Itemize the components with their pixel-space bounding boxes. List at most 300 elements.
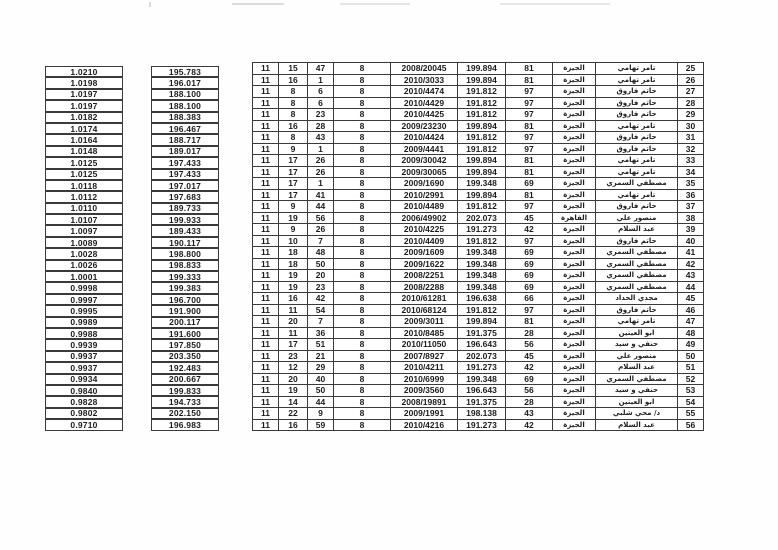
main-cell-score: 45 [506, 351, 553, 363]
scan-artifact [149, 2, 151, 7]
main-cell-c3: 26 [308, 224, 334, 236]
ratio-cell: 1.0001 [45, 271, 123, 282]
value-cell: 197.850 [151, 339, 219, 350]
main-cell-name: تامر تهامي [596, 75, 678, 87]
main-cell-score: 97 [506, 98, 553, 110]
main-cell-c1: 11 [253, 155, 279, 167]
main-cell-c3: 1 [308, 178, 334, 190]
ratio-cell: 1.0125 [45, 169, 123, 180]
scan-artifact [232, 3, 284, 5]
main-cell-score: 81 [506, 121, 553, 133]
value-cell: 199.333 [151, 271, 219, 282]
main-cell-city: الجيزة [553, 224, 596, 236]
value-cell: 200.667 [151, 374, 219, 385]
main-cell-c1: 11 [253, 121, 279, 133]
ratio-cell: 0.9937 [45, 362, 123, 373]
main-cell-score: 42 [506, 362, 553, 374]
main-cell-value: 199.348 [458, 178, 506, 190]
main-cell-value: 199.348 [458, 270, 506, 282]
main-cell-score: 81 [506, 155, 553, 167]
main-cell-c4: 8 [334, 132, 391, 144]
main-cell-score: 97 [506, 86, 553, 98]
main-cell-c2: 17 [279, 167, 308, 179]
main-cell-c2: 8 [279, 86, 308, 98]
main-cell-c3: 47 [308, 63, 334, 75]
main-cell-c2: 20 [279, 374, 308, 386]
main-cell-score: 42 [506, 224, 553, 236]
main-cell-c2: 8 [279, 132, 308, 144]
main-cell-value: 202.073 [458, 351, 506, 363]
scan-artifact [340, 3, 410, 5]
main-cell-case_no: 2009/3560 [391, 385, 458, 397]
value-cell: 197.433 [151, 169, 219, 180]
ratio-cell: 0.9802 [45, 408, 123, 419]
main-cell-c2: 19 [279, 282, 308, 294]
ratio-cell: 1.0210 [45, 66, 123, 77]
ratio-cell: 0.9995 [45, 305, 123, 316]
value-cell: 194.733 [151, 396, 219, 407]
main-cell-name: منصور علي [596, 351, 678, 363]
ratio-cell: 0.9988 [45, 328, 123, 339]
main-cell-c2: 11 [279, 328, 308, 340]
main-cell-name: حاتم فاروق [596, 109, 678, 121]
main-cell-city: الجيزة [553, 121, 596, 133]
main-cell-c1: 11 [253, 351, 279, 363]
main-cell-c4: 8 [334, 397, 391, 409]
main-cell-c2: 16 [279, 420, 308, 432]
main-cell-c4: 8 [334, 190, 391, 202]
main-cell-value: 191.375 [458, 328, 506, 340]
main-cell-c1: 11 [253, 282, 279, 294]
main-cell-c4: 8 [334, 178, 391, 190]
main-cell-score: 28 [506, 397, 553, 409]
main-cell-value: 202.073 [458, 213, 506, 225]
main-cell-c4: 8 [334, 259, 391, 271]
main-cell-city: الجيزة [553, 305, 596, 317]
main-cell-c4: 8 [334, 63, 391, 75]
main-cell-c3: 6 [308, 98, 334, 110]
main-cell-c1: 11 [253, 190, 279, 202]
main-cell-c3: 26 [308, 155, 334, 167]
main-cell-name: حاتم فاروق [596, 132, 678, 144]
main-cell-name: مصطفي السمري [596, 374, 678, 386]
main-cell-name: مصطفي السمري [596, 247, 678, 259]
value-cell: 197.017 [151, 180, 219, 191]
value-cell: 203.350 [151, 351, 219, 362]
main-cell-row_no: 52 [678, 374, 704, 386]
main-cell-value: 191.273 [458, 420, 506, 432]
main-cell-value: 199.894 [458, 155, 506, 167]
main-cell-value: 191.812 [458, 236, 506, 248]
value-cell: 197.683 [151, 191, 219, 202]
main-cell-name: تامر تهامي [596, 190, 678, 202]
main-cell-row_no: 39 [678, 224, 704, 236]
main-cell-c4: 8 [334, 224, 391, 236]
ratio-cell: 1.0125 [45, 157, 123, 168]
main-cell-c1: 11 [253, 408, 279, 420]
value-cell: 189.433 [151, 225, 219, 236]
main-cell-city: الجيزة [553, 420, 596, 432]
main-cell-city: الجيزة [553, 86, 596, 98]
main-cell-row_no: 54 [678, 397, 704, 409]
ratio-cell: 1.0182 [45, 112, 123, 123]
main-cell-c3: 7 [308, 236, 334, 248]
main-cell-row_no: 44 [678, 282, 704, 294]
main-cell-c2: 18 [279, 247, 308, 259]
main-cell-score: 81 [506, 316, 553, 328]
main-cell-value: 196.643 [458, 339, 506, 351]
main-cell-case_no: 2010/4216 [391, 420, 458, 432]
main-cell-row_no: 38 [678, 213, 704, 225]
main-cell-c3: 21 [308, 351, 334, 363]
main-cell-score: 56 [506, 385, 553, 397]
main-cell-c4: 8 [334, 328, 391, 340]
main-cell-row_no: 41 [678, 247, 704, 259]
main-cell-c1: 11 [253, 132, 279, 144]
main-cell-c2: 15 [279, 63, 308, 75]
ratio-cell: 1.0197 [45, 89, 123, 100]
ratio-cell: 1.0112 [45, 191, 123, 202]
main-cell-score: 97 [506, 132, 553, 144]
main-cell-case_no: 2010/6999 [391, 374, 458, 386]
main-cell-score: 69 [506, 374, 553, 386]
main-cell-row_no: 26 [678, 75, 704, 87]
ratio-column [45, 66, 123, 431]
main-cell-c4: 8 [334, 305, 391, 317]
value-cell: 195.783 [151, 66, 219, 77]
main-cell-c3: 44 [308, 201, 334, 213]
ratio-cell: 1.0174 [45, 123, 123, 134]
main-cell-score: 69 [506, 178, 553, 190]
main-cell-row_no: 35 [678, 178, 704, 190]
main-cell-value: 199.894 [458, 190, 506, 202]
main-cell-case_no: 2009/1690 [391, 178, 458, 190]
main-cell-value: 199.348 [458, 374, 506, 386]
main-cell-c1: 11 [253, 339, 279, 351]
main-cell-c1: 11 [253, 224, 279, 236]
main-cell-score: 81 [506, 167, 553, 179]
main-cell-name: مصطفي السمري [596, 270, 678, 282]
main-cell-c3: 7 [308, 316, 334, 328]
main-cell-city: الجيزة [553, 144, 596, 156]
value-cell: 189.733 [151, 203, 219, 214]
main-cell-row_no: 32 [678, 144, 704, 156]
main-cell-value: 191.812 [458, 86, 506, 98]
main-cell-c4: 8 [334, 293, 391, 305]
main-cell-score: 69 [506, 247, 553, 259]
main-cell-city: الجيزة [553, 316, 596, 328]
main-cell-case_no: 2010/2991 [391, 190, 458, 202]
main-table [252, 62, 704, 431]
value-cell: 188.717 [151, 134, 219, 145]
ratio-cell: 1.0026 [45, 260, 123, 271]
main-cell-value: 199.894 [458, 316, 506, 328]
main-cell-c4: 8 [334, 316, 391, 328]
ratio-cell: 0.9989 [45, 317, 123, 328]
main-cell-c3: 9 [308, 408, 334, 420]
main-cell-c2: 11 [279, 305, 308, 317]
ratio-cell: 0.9997 [45, 294, 123, 305]
ratio-cell: 1.0148 [45, 146, 123, 157]
main-cell-c1: 11 [253, 362, 279, 374]
main-cell-c2: 18 [279, 259, 308, 271]
value-cell: 199.933 [151, 214, 219, 225]
main-cell-c4: 8 [334, 374, 391, 386]
main-cell-c1: 11 [253, 385, 279, 397]
main-cell-row_no: 53 [678, 385, 704, 397]
main-cell-score: 69 [506, 270, 553, 282]
main-cell-c1: 11 [253, 201, 279, 213]
main-cell-city: الجيزة [553, 282, 596, 294]
main-cell-c2: 10 [279, 236, 308, 248]
main-cell-c3: 41 [308, 190, 334, 202]
main-cell-c2: 19 [279, 385, 308, 397]
main-cell-c1: 11 [253, 75, 279, 87]
main-cell-row_no: 31 [678, 132, 704, 144]
main-cell-c2: 9 [279, 201, 308, 213]
main-cell-row_no: 50 [678, 351, 704, 363]
main-cell-name: عبد السلام [596, 224, 678, 236]
main-cell-c1: 11 [253, 270, 279, 282]
main-cell-c3: 20 [308, 270, 334, 282]
main-cell-row_no: 30 [678, 121, 704, 133]
ratio-cell: 0.9710 [45, 419, 123, 430]
main-cell-city: الجيزة [553, 397, 596, 409]
main-cell-c1: 11 [253, 293, 279, 305]
ratio-cell: 0.9934 [45, 374, 123, 385]
main-cell-city: الجيزة [553, 109, 596, 121]
main-cell-city: الجيزة [553, 98, 596, 110]
value-cell: 202.150 [151, 408, 219, 419]
main-cell-name: مصطفي السمري [596, 178, 678, 190]
main-cell-score: 97 [506, 236, 553, 248]
ratio-cell: 0.9828 [45, 396, 123, 407]
main-cell-name: منصور علي [596, 213, 678, 225]
main-cell-value: 191.375 [458, 397, 506, 409]
ratio-cell: 1.0107 [45, 214, 123, 225]
main-cell-name: حاتم فاروق [596, 98, 678, 110]
main-cell-value: 191.273 [458, 362, 506, 374]
main-cell-case_no: 2007/8927 [391, 351, 458, 363]
main-cell-value: 199.894 [458, 121, 506, 133]
main-cell-value: 199.894 [458, 167, 506, 179]
main-cell-c4: 8 [334, 98, 391, 110]
main-cell-c4: 8 [334, 86, 391, 98]
main-cell-score: 81 [506, 75, 553, 87]
main-cell-c4: 8 [334, 121, 391, 133]
main-cell-case_no: 2010/4211 [391, 362, 458, 374]
value-cell: 199.383 [151, 282, 219, 293]
main-cell-c3: 59 [308, 420, 334, 432]
main-cell-city: الجيزة [553, 236, 596, 248]
main-cell-name: د/ محي شلبي [596, 408, 678, 420]
main-cell-c1: 11 [253, 305, 279, 317]
main-cell-row_no: 47 [678, 316, 704, 328]
main-cell-c4: 8 [334, 247, 391, 259]
main-cell-c2: 20 [279, 316, 308, 328]
main-cell-city: الجيزة [553, 259, 596, 271]
main-cell-case_no: 2009/30042 [391, 155, 458, 167]
main-cell-case_no: 2010/4474 [391, 86, 458, 98]
main-cell-case_no: 2010/61281 [391, 293, 458, 305]
main-cell-score: 69 [506, 259, 553, 271]
main-cell-c4: 8 [334, 362, 391, 374]
ratio-cell: 0.9939 [45, 339, 123, 350]
main-cell-c4: 8 [334, 75, 391, 87]
main-cell-case_no: 2010/8485 [391, 328, 458, 340]
main-cell-case_no: 2010/4409 [391, 236, 458, 248]
value-cell: 188.383 [151, 112, 219, 123]
main-cell-city: القاهرة [553, 213, 596, 225]
ratio-cell: 0.9937 [45, 351, 123, 362]
main-cell-value: 199.348 [458, 259, 506, 271]
value-cell: 196.700 [151, 294, 219, 305]
main-cell-row_no: 28 [678, 98, 704, 110]
main-cell-score: 97 [506, 201, 553, 213]
ratio-cell: 1.0097 [45, 225, 123, 236]
main-cell-c2: 12 [279, 362, 308, 374]
main-cell-score: 97 [506, 109, 553, 121]
main-cell-c4: 8 [334, 270, 391, 282]
main-cell-c1: 11 [253, 144, 279, 156]
main-cell-c2: 17 [279, 339, 308, 351]
main-cell-c4: 8 [334, 351, 391, 363]
main-cell-case_no: 2010/68124 [391, 305, 458, 317]
value-cell: 190.117 [151, 237, 219, 248]
main-cell-value: 199.348 [458, 247, 506, 259]
value-column [151, 66, 219, 431]
main-cell-case_no: 2009/30065 [391, 167, 458, 179]
main-cell-case_no: 2010/3033 [391, 75, 458, 87]
main-cell-c2: 16 [279, 293, 308, 305]
main-cell-c3: 51 [308, 339, 334, 351]
value-cell: 197.433 [151, 157, 219, 168]
main-cell-value: 191.273 [458, 224, 506, 236]
main-cell-score: 97 [506, 144, 553, 156]
ratio-cell: 0.9840 [45, 385, 123, 396]
main-cell-case_no: 2009/1609 [391, 247, 458, 259]
main-cell-c3: 6 [308, 86, 334, 98]
main-cell-c3: 48 [308, 247, 334, 259]
main-cell-case_no: 2010/4429 [391, 98, 458, 110]
ratio-cell: 0.9998 [45, 282, 123, 293]
main-cell-case_no: 2009/23230 [391, 121, 458, 133]
main-cell-row_no: 33 [678, 155, 704, 167]
main-cell-row_no: 45 [678, 293, 704, 305]
main-cell-row_no: 34 [678, 167, 704, 179]
main-cell-city: الجيزة [553, 155, 596, 167]
main-cell-c1: 11 [253, 86, 279, 98]
main-cell-c1: 11 [253, 109, 279, 121]
main-cell-city: الجيزة [553, 374, 596, 386]
main-cell-name: تامر تهامي [596, 167, 678, 179]
main-cell-c4: 8 [334, 408, 391, 420]
main-cell-score: 81 [506, 63, 553, 75]
value-cell: 196.017 [151, 77, 219, 88]
main-cell-value: 191.812 [458, 201, 506, 213]
scan-artifact [500, 3, 610, 5]
main-cell-name: حاتم فاروق [596, 236, 678, 248]
main-cell-city: الجيزة [553, 201, 596, 213]
main-cell-case_no: 2008/2251 [391, 270, 458, 282]
main-cell-city: الجيزة [553, 408, 596, 420]
main-cell-c1: 11 [253, 420, 279, 432]
ratio-cell: 1.0198 [45, 77, 123, 88]
main-cell-c2: 22 [279, 408, 308, 420]
main-cell-score: 42 [506, 420, 553, 432]
main-cell-value: 196.643 [458, 385, 506, 397]
main-cell-name: حاتم فاروق [596, 144, 678, 156]
main-cell-value: 191.812 [458, 305, 506, 317]
main-cell-c3: 54 [308, 305, 334, 317]
main-cell-c1: 11 [253, 63, 279, 75]
main-cell-case_no: 2010/4425 [391, 109, 458, 121]
value-cell: 192.483 [151, 362, 219, 373]
main-cell-name: عبد السلام [596, 362, 678, 374]
main-cell-c3: 43 [308, 132, 334, 144]
main-cell-row_no: 36 [678, 190, 704, 202]
ratio-cell: 1.0118 [45, 180, 123, 191]
main-cell-score: 66 [506, 293, 553, 305]
main-cell-row_no: 43 [678, 270, 704, 282]
main-cell-name: تامر تهامي [596, 121, 678, 133]
main-cell-city: الجيزة [553, 385, 596, 397]
main-cell-score: 69 [506, 282, 553, 294]
main-cell-c3: 29 [308, 362, 334, 374]
main-cell-c3: 40 [308, 374, 334, 386]
value-cell: 196.467 [151, 123, 219, 134]
main-cell-value: 199.894 [458, 63, 506, 75]
main-cell-name: مصطفي السمري [596, 282, 678, 294]
main-cell-c4: 8 [334, 201, 391, 213]
main-cell-c1: 11 [253, 178, 279, 190]
value-cell: 198.833 [151, 260, 219, 271]
main-cell-row_no: 56 [678, 420, 704, 432]
main-cell-value: 199.348 [458, 282, 506, 294]
main-cell-c3: 56 [308, 213, 334, 225]
main-cell-score: 43 [506, 408, 553, 420]
main-cell-row_no: 29 [678, 109, 704, 121]
main-cell-row_no: 55 [678, 408, 704, 420]
main-cell-c1: 11 [253, 167, 279, 179]
main-cell-c2: 19 [279, 213, 308, 225]
main-cell-name: عبد السلام [596, 420, 678, 432]
main-cell-c1: 11 [253, 316, 279, 328]
main-cell-score: 81 [506, 190, 553, 202]
main-cell-c4: 8 [334, 167, 391, 179]
main-cell-c3: 23 [308, 282, 334, 294]
main-cell-c3: 1 [308, 144, 334, 156]
main-cell-c1: 11 [253, 213, 279, 225]
main-cell-c2: 14 [279, 397, 308, 409]
main-cell-row_no: 49 [678, 339, 704, 351]
ratio-cell: 1.0110 [45, 203, 123, 214]
ratio-cell: 1.0028 [45, 248, 123, 259]
main-cell-c3: 36 [308, 328, 334, 340]
main-cell-c2: 17 [279, 190, 308, 202]
main-cell-value: 199.894 [458, 75, 506, 87]
main-cell-row_no: 37 [678, 201, 704, 213]
main-cell-city: الجيزة [553, 132, 596, 144]
main-cell-c2: 9 [279, 224, 308, 236]
main-cell-score: 45 [506, 213, 553, 225]
main-cell-c2: 16 [279, 75, 308, 87]
main-cell-value: 191.812 [458, 132, 506, 144]
value-cell: 188.100 [151, 89, 219, 100]
main-cell-city: الجيزة [553, 351, 596, 363]
main-cell-city: الجيزة [553, 339, 596, 351]
ratio-cell: 1.0197 [45, 100, 123, 111]
